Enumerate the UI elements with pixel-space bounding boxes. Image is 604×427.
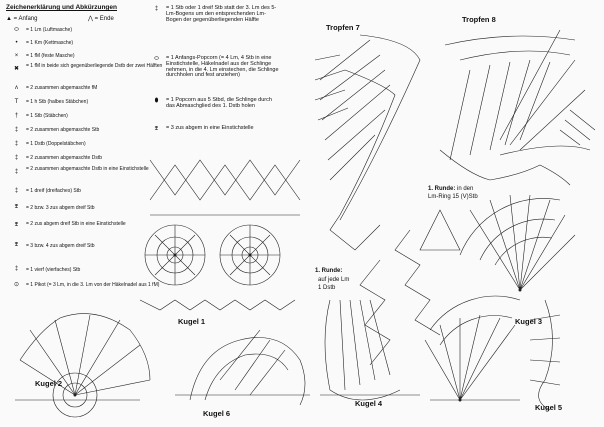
legend-item: = 2 zusammen abgemaschte Stb xyxy=(26,127,100,133)
sc2tog-icon: ʌ xyxy=(15,85,18,91)
legend-note: = 1 Stb oder 1 dreif Stb statt der 3. Lm des 5-Lm-Bogens um den entsprechenden Lm-Bogen der gegenüberliegenden Hälfte xyxy=(166,5,277,23)
joined-dc-icon: ‡ xyxy=(154,6,159,12)
triple-treble-icon: ‡ xyxy=(14,188,19,194)
runde-label-a-line2: 1 Dstb xyxy=(318,285,336,291)
runde-label-b-text2: Lm-Ring 15 (V)Stb xyxy=(428,194,478,200)
legend-note: = 3 zus abgem in eine Einstichstelle xyxy=(166,125,254,131)
kugel6-diagram xyxy=(175,330,310,405)
legend-item: = 1 Km (Kettmasche) xyxy=(26,40,74,46)
legend-item: = 3 bzw. 4 zus abgem dreif Stb xyxy=(26,243,95,249)
runde-label-b-title: 1. Runde: xyxy=(428,186,456,192)
legend-item: = 1 vierf (vierfaches) Stb xyxy=(26,267,81,273)
tr2tog-same-icon: ⩨ xyxy=(14,222,19,228)
legend-note: = 1 Anfangs-Popcorn (= 4 Lm, 4 Stb in eine Einstichstelle, Häkelnadel aus der Schlinge nehmen, in die 4. Lm einstechen, die Schlinge durchholen und fest anziehen) xyxy=(166,55,279,79)
legend-title: Zeichenerklärung und Abkürzungen xyxy=(6,4,117,11)
legend-item: = 1 h Stb (halbes Stäbchen) xyxy=(26,99,89,105)
legend-item: = 1 fM in beide sich gegenüberliegende Dstb der zwei Hälften xyxy=(26,63,163,69)
legend-item: = 1 Pikot (= 3 Lm, in die 3. Lm von der Häkelnadel aus 1 fM) xyxy=(26,282,160,288)
legend-note: = 1 Popcorn aus 5 Stbd, die Schlinge durch das Abmaschglied des 1. Dstb holen xyxy=(166,97,272,109)
slip-stitch-icon: • xyxy=(15,40,18,46)
tropfen8-diagram xyxy=(440,30,595,185)
legend-item: = 1 dreif (dreifaches) Stb xyxy=(26,188,81,194)
tr2tog-same-stitch-icon: ‡ xyxy=(14,169,19,175)
legend-item: = 1 Stb (Stäbchen) xyxy=(26,113,68,119)
label-kugel5: Kugel 5 xyxy=(535,403,563,412)
chain-stitch-icon: ⬭ xyxy=(13,27,20,33)
tropfen7-diagram xyxy=(315,35,420,250)
kugel2-diagram xyxy=(15,314,150,417)
half-double-crochet-icon: T xyxy=(14,99,19,105)
start-arrow-icon: ▲ xyxy=(6,16,12,22)
legend-item: = 2 zusammen abgemaschte Dstb in eine Einstichstelle xyxy=(26,166,149,172)
tr4tog-icon: ⩨ xyxy=(14,242,19,248)
quadruple-treble-icon: ‡ xyxy=(14,266,19,272)
label-tropfen7: Tropfen 7 xyxy=(326,23,360,32)
label-kugel2: Kugel 2 xyxy=(35,379,63,388)
runde-label-a-title: 1. Runde: xyxy=(315,268,343,274)
legend-end: ⋀ = Ende xyxy=(88,16,114,22)
treble-crochet-icon: ‡ xyxy=(14,141,19,147)
single-crochet-joined-icon: ✖ xyxy=(13,66,20,72)
runde-label-a-line1: auf jede Lm xyxy=(318,277,350,283)
tr3tog-icon: ⩨ xyxy=(14,204,19,210)
runde-label-b-text: in den xyxy=(457,186,474,192)
label-kugel3: Kugel 3 xyxy=(515,317,543,326)
end-arrow-icon: ⋀ xyxy=(88,16,93,22)
kugel1-diagram xyxy=(140,160,300,310)
label-kugel4: Kugel 4 xyxy=(355,399,383,408)
single-crochet-icon: × xyxy=(14,53,19,59)
kugel3-diagram xyxy=(460,195,575,290)
label-kugel6: Kugel 6 xyxy=(203,409,231,418)
tr2tog-icon: ‡ xyxy=(14,155,19,161)
cluster-icon: ⩨ xyxy=(154,126,159,132)
legend-item: = 1 Lm (Luftmasche) xyxy=(26,27,72,33)
legend-item: = 2 bzw. 3 zus abgem dreif Stb xyxy=(26,205,95,211)
label-kugel1: Kugel 1 xyxy=(178,317,206,326)
double-crochet-icon: † xyxy=(14,113,19,119)
popcorn-icon: ⬮ xyxy=(154,98,159,104)
center-fan-diagram xyxy=(425,296,520,400)
picot-icon: ⊙ xyxy=(13,282,20,288)
legend-item: = 1 fM (feste Masche) xyxy=(26,53,75,59)
beginning-popcorn-icon: ⬭ xyxy=(153,56,160,62)
legend-item: = 2 zusammen abgemaschte fM xyxy=(26,85,98,91)
legend-item: = 1 Dstb (Doppelstäbchen) xyxy=(26,141,86,147)
dc2tog-icon: ‡ xyxy=(14,127,19,133)
legend-item: = 2 zusammen abgemaschte Dstb xyxy=(26,155,103,161)
legend-item: = 2 zus abgem dreif Stb in eine Einstichstelle xyxy=(26,221,126,227)
label-tropfen8: Tropfen 8 xyxy=(462,15,496,24)
legend-start: ▲ = Anfang xyxy=(6,16,38,22)
